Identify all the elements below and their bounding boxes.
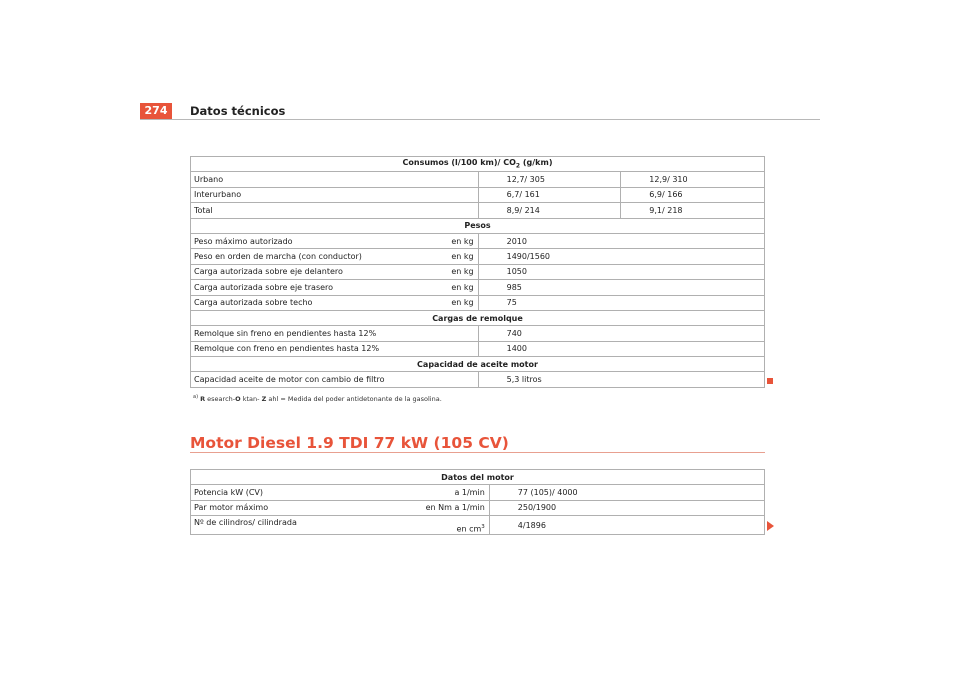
- section-title: Motor Diesel 1.9 TDI 77 kW (105 CV): [190, 434, 509, 452]
- row-value: 250/1900: [489, 500, 764, 515]
- row-label: Potencia kW (CV): [191, 485, 423, 500]
- row-unit: en kg: [430, 280, 478, 295]
- row-unit: a 1/min: [423, 485, 490, 500]
- row-label: Total: [191, 203, 479, 218]
- footnote-text-1: esearch-: [205, 395, 236, 404]
- next-page-arrow-icon: [767, 521, 774, 531]
- row-label: Urbano: [191, 172, 479, 187]
- row-value: 77 (105)/ 4000: [489, 485, 764, 500]
- table-row: [191, 249, 765, 264]
- consumos-suffix: (g/km): [520, 158, 553, 168]
- row-unit: [423, 516, 490, 535]
- engine-table-title: Datos del motor: [191, 470, 765, 485]
- engine-table: [190, 469, 765, 535]
- row-unit: en kg: [430, 264, 478, 279]
- table-row: [191, 485, 765, 500]
- row-value: 740: [478, 326, 764, 341]
- row-label: Carga autorizada sobre eje delantero: [191, 264, 431, 279]
- table-row: [191, 500, 765, 515]
- row-label: Par motor máximo: [191, 500, 423, 515]
- table-row: [191, 326, 765, 341]
- row-value: 12,7/ 305: [478, 172, 621, 187]
- row-value: 75: [478, 295, 764, 310]
- aceite-title: Capacidad de aceite motor: [191, 357, 765, 372]
- footnote-text-3: ahl = Medida del poder antidetonante de la gasolina.: [266, 395, 442, 404]
- table-row: [191, 341, 765, 356]
- row-unit: en kg: [430, 249, 478, 264]
- end-of-section-marker: [767, 378, 773, 384]
- table-row: [191, 516, 765, 535]
- table-row: [191, 295, 765, 310]
- section-aceite: [191, 357, 765, 372]
- table-row: [191, 280, 765, 295]
- section-consumos: [191, 157, 765, 172]
- row-value: 8,9/ 214: [478, 203, 621, 218]
- section-remolque: [191, 310, 765, 325]
- row-label: Carga autorizada sobre techo: [191, 295, 431, 310]
- row-value: 985: [478, 280, 764, 295]
- footnote-r: R: [200, 395, 206, 404]
- specs-table: [190, 156, 765, 388]
- row-label: Peso máximo autorizado: [191, 233, 431, 248]
- footnote-text-2: ktan-: [240, 395, 262, 404]
- section-rule: [190, 452, 765, 453]
- table-row: [191, 233, 765, 248]
- footnote: [193, 394, 442, 403]
- row-label: Peso en orden de marcha (con conductor): [191, 249, 431, 264]
- row-label: Interurbano: [191, 187, 479, 202]
- table-row: [191, 203, 765, 218]
- row-unit-superscript: 3: [481, 523, 485, 530]
- row-value: 1400: [478, 341, 764, 356]
- row-value: 1490/1560: [478, 249, 764, 264]
- row-label: Nº de cilindros/ cilindrada: [191, 516, 423, 535]
- row-unit: en kg: [430, 233, 478, 248]
- consumos-title: Consumos (l/100 km)/ CO: [402, 158, 516, 168]
- row-value-2: 6,9/ 166: [621, 187, 765, 202]
- row-value: 6,7/ 161: [478, 187, 621, 202]
- row-value-2: 9,1/ 218: [621, 203, 765, 218]
- table-row: [191, 372, 765, 387]
- row-value: 5,3 litros: [478, 372, 764, 387]
- pesos-title: Pesos: [191, 218, 765, 233]
- row-value: 1050: [478, 264, 764, 279]
- row-value-2: 12,9/ 310: [621, 172, 765, 187]
- header-rule: [140, 119, 820, 120]
- row-unit-text: en cm: [456, 524, 482, 534]
- row-unit: en Nm a 1/min: [423, 500, 490, 515]
- row-label: Capacidad aceite de motor con cambio de filtro: [191, 372, 479, 387]
- row-label: Remolque con freno en pendientes hasta 12%: [191, 341, 479, 356]
- row-value: 4/1896: [489, 516, 764, 535]
- page-number: 274: [140, 103, 172, 119]
- footnote-o: O: [235, 395, 241, 404]
- remolque-title: Cargas de remolque: [191, 310, 765, 325]
- row-unit: en kg: [430, 295, 478, 310]
- section-datos-motor: [191, 470, 765, 485]
- section-pesos: [191, 218, 765, 233]
- consumos-subscript: 2: [515, 162, 521, 170]
- table-row: [191, 264, 765, 279]
- page-title: Datos técnicos: [190, 104, 286, 118]
- row-label: Remolque sin freno en pendientes hasta 12%: [191, 326, 479, 341]
- footnote-marker: a): [193, 394, 199, 400]
- table-row: [191, 187, 765, 202]
- row-value: 2010: [478, 233, 764, 248]
- row-label: Carga autorizada sobre eje trasero: [191, 280, 431, 295]
- table-row: [191, 172, 765, 187]
- footnote-z: Z: [261, 395, 267, 404]
